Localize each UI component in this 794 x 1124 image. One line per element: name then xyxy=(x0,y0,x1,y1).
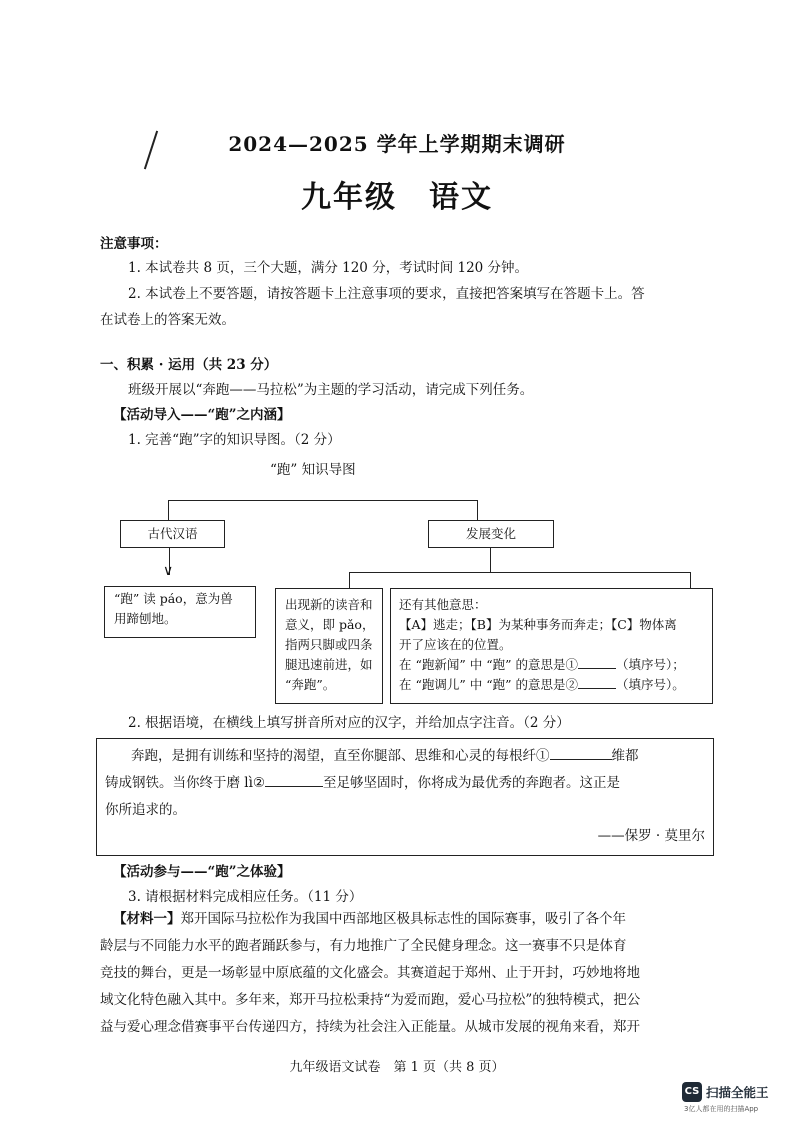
quote-author: ——保罗 · 莫里尔 xyxy=(597,828,705,844)
quote-line-3: 你所追求的。 xyxy=(105,802,186,818)
scanner-tagline: 3亿人都在用的扫描App xyxy=(684,1105,759,1113)
mindmap-title: “跑” 知识导图 xyxy=(270,462,356,478)
answer-blank-1[interactable] xyxy=(578,668,616,669)
page-footer: 九年级语文试卷 第 1 页（共 8 页） xyxy=(289,1060,505,1075)
question-1: 1. 完善“跑”字的知识导图。（2 分） xyxy=(128,432,341,448)
exam-subject: 九年级 语文 xyxy=(301,180,493,215)
mindmap-node-ancient: 古代汉语 xyxy=(120,520,225,548)
mindmap-leaf-ancient: “跑” 读 páo，意为兽 用蹄刨地。 xyxy=(104,586,256,638)
material-1-line-1: 【材料一】郑开国际马拉松作为我国中西部地区极具标志性的国际赛事，吸引了各个年 xyxy=(113,911,626,927)
notice-item-2a: 2. 本试卷上不要答题，请按答题卡上注意事项的要求，直接把答案填写在答题卡上。答 xyxy=(128,286,645,302)
arrow-down-icon: ∨ xyxy=(163,563,174,579)
quote-box: 奔跑，是拥有训练和坚持的渴望，直至你腿部、思维和心灵的每根纤① 维都 铸成钢铁。当你终于磨 lì② 至足够坚固时，你将成为最优秀的奔跑者。这正是 你所追求的。 ——保罗 · 莫里尔 xyxy=(96,738,714,856)
mindmap-connector xyxy=(349,572,691,573)
material-1-line-3: 竞技的舞台，更是一场彰显中原底蕴的文化盛会。其赛道起于郑州、止于开封，巧妙地将地 xyxy=(100,965,640,981)
scanner-logo-icon: CS xyxy=(682,1082,702,1102)
notice-heading: 注意事项： xyxy=(100,236,168,252)
answer-blank-3[interactable] xyxy=(550,745,612,760)
exam-title: 2024—2025 学年上学期期末调研 xyxy=(228,132,566,156)
activity1-heading: 【活动导入——“跑”之内涵】 xyxy=(113,407,291,423)
notice-item-2b: 在试卷上的答案无效。 xyxy=(100,312,235,328)
mindmap-connector xyxy=(690,572,691,588)
material-1-line-2: 龄层与不同能力水平的跑者踊跃参与，有力地推广了全民健身理念。这一赛事不只是体育 xyxy=(100,938,627,954)
mindmap-connector xyxy=(168,500,169,520)
mindmap-connector xyxy=(349,572,350,588)
material-1-line-4: 域文化特色融入其中。多年来，郑开马拉松秉持“为爱而跑，爱心马拉松”的独特模式，把公 xyxy=(100,992,641,1008)
mindmap-connector xyxy=(168,500,478,501)
activity2-heading: 【活动参与——“跑”之体验】 xyxy=(113,864,291,880)
mindmap-connector xyxy=(490,547,491,573)
question-2: 2. 根据语境，在横线上填写拼音所对应的汉字，并给加点字注音。（2 分） xyxy=(128,715,570,731)
section1-heading: 一、积累 · 运用（共 23 分） xyxy=(100,357,278,373)
mindmap-leaf-other: 还有其他意思： 【A】逃走；【B】为某种事务而奔走；【C】物体离 开了应该在的位置。 在 “跑新闻” 中 “跑” 的意思是① （填序号）； 在 “跑调儿” 中 “跑” 的意思是② （填序号）。 xyxy=(390,588,713,704)
scanner-app-name: 扫描全能王 xyxy=(706,1085,769,1100)
answer-blank-2[interactable] xyxy=(578,688,616,689)
notice-item-1: 1. 本试卷共 8 页，三个大题，满分 120 分，考试时间 120 分钟。 xyxy=(128,260,529,276)
mindmap-connector xyxy=(477,500,478,520)
material-1-line-5: 益与爱心理念借赛事平台传递四方，持续为社会注入正能量。从城市发展的视角来看，郑开 xyxy=(100,1019,640,1035)
question-3: 3. 请根据材料完成相应任务。（11 分） xyxy=(128,889,363,905)
mindmap-leaf-new: 出现新的读音和 意义，即 pǎo， 指两只脚或四条 腿迅速前进，如 “奔跑”。 xyxy=(275,588,383,704)
section1-intro: 班级开展以“奔跑——马拉松”为主题的学习活动，请完成下列任务。 xyxy=(128,382,534,398)
mindmap-node-change: 发展变化 xyxy=(428,520,554,548)
answer-blank-4[interactable] xyxy=(265,772,323,787)
